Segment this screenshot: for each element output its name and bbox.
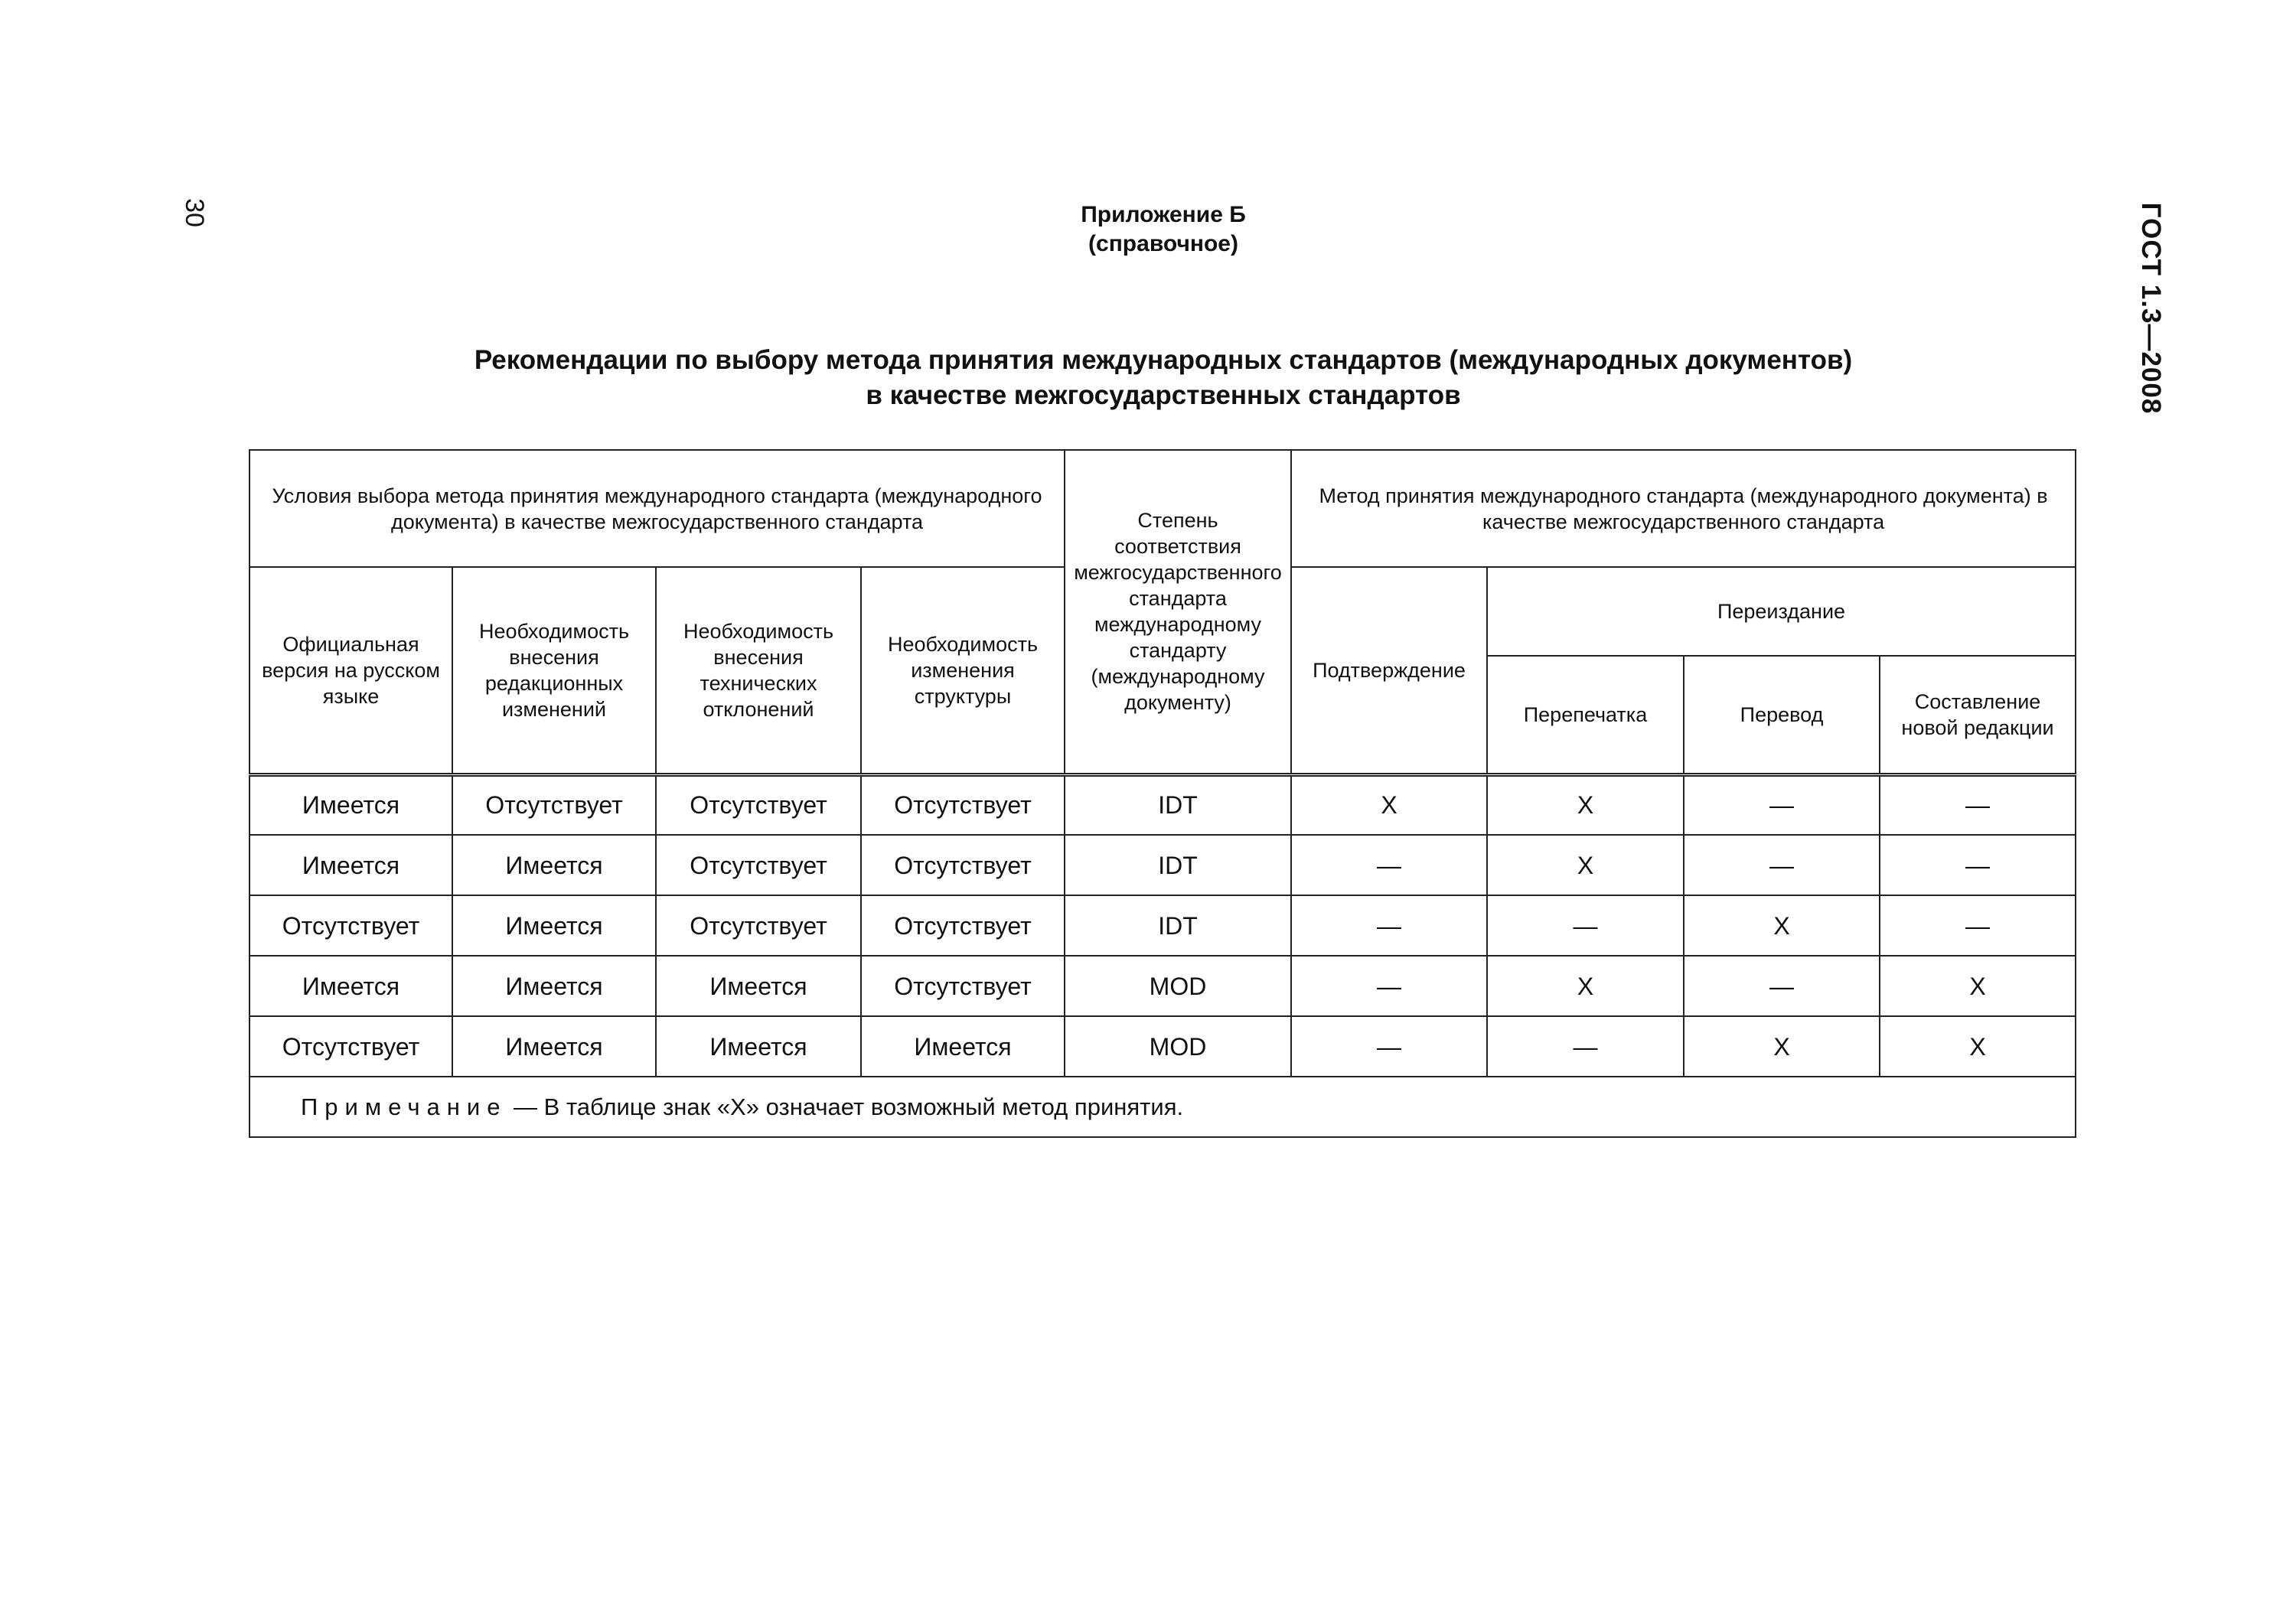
table-cell: X <box>1291 774 1487 835</box>
table-cell: Отсутствует <box>861 956 1065 1016</box>
table-cell: IDT <box>1065 774 1291 835</box>
table-cell: — <box>1291 1016 1487 1077</box>
table-cell: Имеется <box>249 956 452 1016</box>
header-conditions-group: Условия выбора метода принятия международного стандарта (международного документа) в качестве межгосударственного стандарта <box>249 450 1065 567</box>
table-cell: — <box>1684 774 1880 835</box>
header-adoption-method-group: Метод принятия международного стандарта (международного документа) в качестве межгосударственного стандарта <box>1291 450 2076 567</box>
table-cell: X <box>1684 1016 1880 1077</box>
table-cell: Имеется <box>249 774 452 835</box>
table-row <box>249 956 2076 1016</box>
table-cell: Имеется <box>249 835 452 895</box>
table-cell: Отсутствует <box>656 774 861 835</box>
table-cell: — <box>1487 1016 1684 1077</box>
table-cell: X <box>1684 895 1880 956</box>
table-cell: — <box>1291 895 1487 956</box>
appendix-label: Приложение Б <box>1081 202 1246 227</box>
table-cell: Имеется <box>861 1016 1065 1077</box>
table-cell: — <box>1487 895 1684 956</box>
table-cell: Отсутствует <box>249 895 452 956</box>
table-cell: Отсутствует <box>656 835 861 895</box>
table-note <box>249 1077 2076 1137</box>
header-translation: Перевод <box>1684 656 1880 774</box>
table-cell: X <box>1487 956 1684 1016</box>
header-official-version: Официальная версия на русском языке <box>249 567 452 774</box>
table-cell: Отсутствует <box>656 895 861 956</box>
document-code: ГОСТ 1.3—2008 <box>2136 202 2166 415</box>
table-cell: Отсутствует <box>861 835 1065 895</box>
table-cell: Имеется <box>452 835 656 895</box>
header-reissue: Переиздание <box>1487 567 2076 656</box>
table-cell: X <box>1487 774 1684 835</box>
page-title <box>321 343 2005 413</box>
table-cell: — <box>1684 956 1880 1016</box>
table-cell: Отсутствует <box>861 774 1065 835</box>
header-reprint: Перепечатка <box>1487 656 1684 774</box>
table-cell: IDT <box>1065 895 1291 956</box>
title-line-1: Рекомендации по выбору метода принятия международных стандартов (международных документов) <box>474 345 1853 375</box>
table-cell: X <box>1880 956 2076 1016</box>
table-cell: X <box>1487 835 1684 895</box>
table-cell: — <box>1880 895 2076 956</box>
table-cell: MOD <box>1065 1016 1291 1077</box>
table-cell: MOD <box>1065 956 1291 1016</box>
note-text: — В таблице знак «X» означает возможный метод принятия. <box>507 1093 1184 1120</box>
note-label: Примечание <box>301 1093 507 1120</box>
table-row <box>249 1016 2076 1077</box>
table-row <box>249 835 2076 895</box>
page-number: 30 <box>180 198 209 227</box>
header-editorial-changes: Необходимость внесения редакционных изменений <box>452 567 656 774</box>
header-technical-deviations: Необходимость внесения технических отклонений <box>656 567 861 774</box>
table-cell: Отсутствует <box>452 774 656 835</box>
table-cell: Имеется <box>656 956 861 1016</box>
appendix-type: (справочное) <box>1088 231 1238 256</box>
header-confirmation: Подтверждение <box>1291 567 1487 774</box>
table-cell: Отсутствует <box>861 895 1065 956</box>
recommendations-table <box>249 449 2076 1138</box>
recommendations-table-container <box>249 449 2075 1133</box>
table-cell: — <box>1684 835 1880 895</box>
table-cell: Отсутствует <box>249 1016 452 1077</box>
title-line-2: в качестве межгосударственных стандартов <box>866 380 1461 410</box>
table-cell: Имеется <box>452 1016 656 1077</box>
note-row <box>249 1077 2076 1137</box>
table-cell: — <box>1291 835 1487 895</box>
table-row <box>249 774 2076 835</box>
header-degree-of-conformity: Степень соответствия межгосударственного стандарта международному стандарту (международному документу) <box>1065 450 1291 774</box>
table-cell: Имеется <box>452 895 656 956</box>
table-cell: — <box>1880 774 2076 835</box>
table-cell: — <box>1291 956 1487 1016</box>
table-cell: Имеется <box>452 956 656 1016</box>
table-cell: — <box>1880 835 2076 895</box>
header-new-edition: Составление новой редакции <box>1880 656 2076 774</box>
appendix-heading <box>765 200 1561 259</box>
table-cell: Имеется <box>656 1016 861 1077</box>
header-structure-change: Необходимость изменения структуры <box>861 567 1065 774</box>
table-cell: IDT <box>1065 835 1291 895</box>
table-row <box>249 895 2076 956</box>
table-cell: X <box>1880 1016 2076 1077</box>
